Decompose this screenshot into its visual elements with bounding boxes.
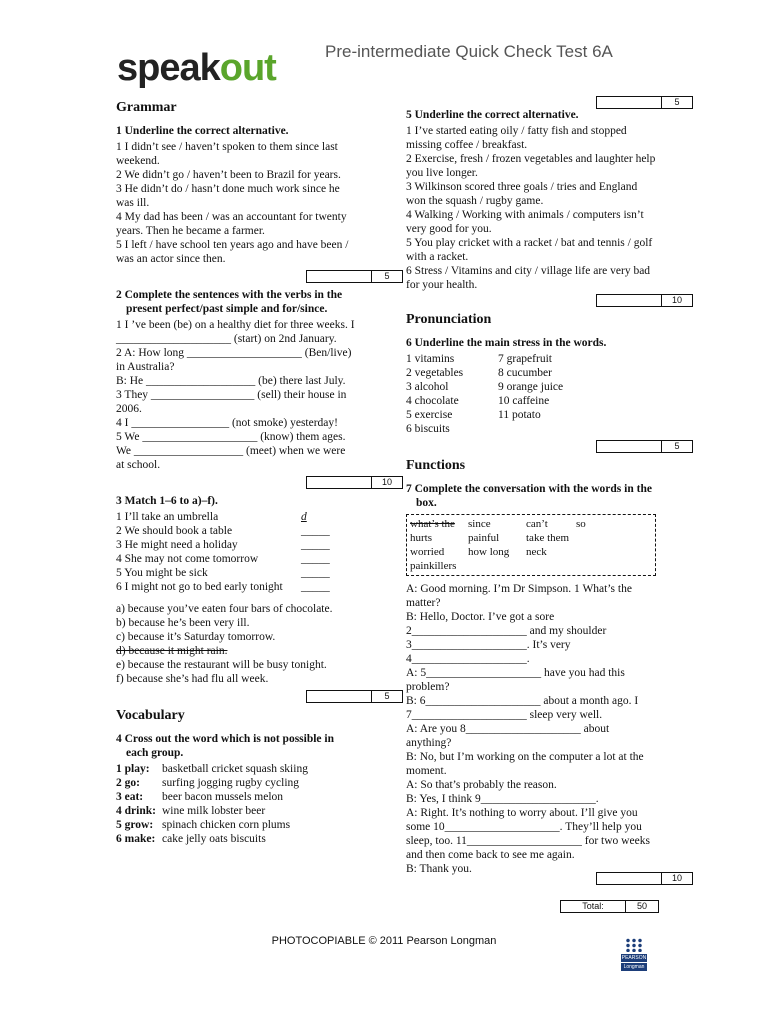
pearson-dots-icon xyxy=(625,938,643,952)
q7-box-word: neck xyxy=(526,546,547,558)
q6-word: 10 caffeine xyxy=(498,395,550,407)
total-label: Total: xyxy=(561,901,626,912)
q5-line: 4 Walking / Working with animals / computers isn’t very good for you. xyxy=(406,209,644,235)
q5-line: 1 I’ve started eating oily / fatty fish and stopped missing coffee / breakfast. xyxy=(406,125,627,151)
q1-line: 2 We didn’t go / haven’t been to Brazil for years. xyxy=(116,169,341,181)
q1-score-box: 5 xyxy=(306,270,403,283)
q2-line: 1 I ’ve been (be) on a healthy diet for three weeks. I ____________________ (start) on 2nd January. xyxy=(116,319,355,345)
q7-dialogue-line: A: Right. It’s nothing to worry about. I’ll give you some 10____________________. They’ll help you sleep, too. 11____________________ for two weeks and then come back to see me again. xyxy=(406,807,650,861)
q7-box-word: take them xyxy=(526,532,570,544)
q4-score-box: 5 xyxy=(596,96,693,109)
q6-word: 7 grapefruit xyxy=(498,353,552,365)
q1-instruction: 1 Underline the correct alternative. xyxy=(116,125,289,137)
q6-word: 4 chocolate xyxy=(406,395,459,407)
q7-dialogue-line: B: No, but I’m working on the computer a lot at the moment. xyxy=(406,751,644,777)
q7-box-word: painful xyxy=(468,532,500,544)
q1-line: 4 My dad has been / was an accountant for twenty years. Then he became a farmer. xyxy=(116,211,347,237)
q7-box-word: so xyxy=(576,518,586,530)
q3-option: e) because the restaurant will be busy tonight. xyxy=(116,659,327,671)
q3-answer: _____ xyxy=(301,567,330,579)
q5-line: 2 Exercise, fresh / frozen vegetables and laughter help you live longer. xyxy=(406,153,656,179)
q2-line: B: He ___________________ (be) there last July. xyxy=(116,375,346,387)
total-score-box xyxy=(560,900,659,913)
speakout-logo xyxy=(117,48,276,88)
q6-word: 3 alcohol xyxy=(406,381,449,393)
q3-item: 3 He might need a holiday xyxy=(116,539,238,551)
q6-score-box: 5 xyxy=(596,440,693,453)
q7-dialogue-line: A: 5____________________ have you had this problem? xyxy=(406,667,625,693)
q3-item: 5 You might be sick xyxy=(116,567,208,579)
q6-words xyxy=(406,352,656,436)
q3-answer: d xyxy=(301,511,307,523)
q4-label: 5 grow: xyxy=(116,819,154,831)
test-title: Pre-intermediate Quick Check Test 6A xyxy=(325,42,613,61)
q6-word: 11 potato xyxy=(498,409,541,421)
q2-score-box: 10 xyxy=(306,476,403,489)
q3-item: 1 I’ll take an umbrella xyxy=(116,511,219,523)
q7-instruction: 7 Complete the conversation with the words in the box. xyxy=(406,483,652,509)
q2-line: 2 A: How long ____________________ (Ben/live) in Australia? xyxy=(116,347,352,373)
q6-word: 9 orange juice xyxy=(498,381,564,393)
q4-label: 3 eat: xyxy=(116,791,144,803)
q4-words: wine milk lobster beer xyxy=(162,805,266,817)
q3-answer: _____ xyxy=(301,553,330,565)
q7-dialogue-line: B: Yes, I think 9____________________. xyxy=(406,793,599,805)
q4-groups xyxy=(116,762,356,846)
q6-word: 2 vegetables xyxy=(406,367,464,379)
q7-word-box xyxy=(406,514,656,576)
total-value: 50 xyxy=(636,901,647,911)
pronunciation-heading: Pronunciation xyxy=(406,312,492,327)
q1-line: 3 He didn’t do / hasn’t done much work since he was ill. xyxy=(116,183,340,209)
q2-line: 4 I _________________ (not smoke) yesterday! xyxy=(116,417,338,429)
q2-line: 5 We ____________________ (know) them ages. We ___________________ (meet) when we were at school. xyxy=(116,431,346,471)
q4-label: 1 play: xyxy=(116,763,150,775)
right-column xyxy=(406,92,682,876)
q4-label: 2 go: xyxy=(116,777,140,789)
q3-items xyxy=(116,510,356,594)
q2-line: 3 They __________________ (sell) their house in 2006. xyxy=(116,389,347,415)
q7-box-word: since xyxy=(468,518,491,530)
q4-words: beer bacon mussels melon xyxy=(162,791,284,803)
q7-box-word: painkillers xyxy=(410,560,457,572)
q3-item: 2 We should book a table xyxy=(116,525,233,537)
q3-answer: _____ xyxy=(301,525,330,537)
q3-option: b) because he’s been very ill. xyxy=(116,617,250,629)
q3-instruction: 3 Match 1–6 to a)–f). xyxy=(116,495,218,507)
q6-word: 1 vitamins xyxy=(406,353,455,365)
vocabulary-heading: Vocabulary xyxy=(116,708,185,723)
q3-option: f) because she’s had flu all week. xyxy=(116,673,269,685)
q3-option: a) because you’ve eaten four bars of chocolate. xyxy=(116,603,333,615)
q7-box-word: how long xyxy=(468,546,510,558)
q6-word: 8 cucumber xyxy=(498,367,552,379)
q4-words: cake jelly oats biscuits xyxy=(162,833,266,845)
logo-part2: out xyxy=(219,47,276,89)
q2-instruction: 2 Complete the sentences with the verbs in the present perfect/past simple and for/since. xyxy=(116,289,343,315)
pearson-brand: PEARSON xyxy=(621,955,647,961)
q7-box-word: can’t xyxy=(526,518,548,530)
q6-instruction: 6 Underline the main stress in the words. xyxy=(406,337,607,349)
q3-answer: _____ xyxy=(301,539,330,551)
left-column xyxy=(116,100,392,846)
q7-dialogue-line: B: 6____________________ about a month ago. I 7____________________ sleep very well. xyxy=(406,695,639,721)
q4-words: spinach chicken corn plums xyxy=(162,819,291,831)
q5-instruction: 5 Underline the correct alternative. xyxy=(406,109,579,121)
q7-box-word xyxy=(576,545,616,559)
q7-score-box: 10 xyxy=(596,872,693,885)
q7-box-word xyxy=(576,531,616,545)
q7-box-word: what’s the xyxy=(410,518,455,530)
q4-words: basketball cricket squash skiing xyxy=(162,763,308,775)
q6-word: 6 biscuits xyxy=(406,423,450,435)
q4-instruction: 4 Cross out the word which is not possible in each group. xyxy=(116,733,335,759)
q5-line: 3 Wilkinson scored three goals / tries and England won the squash / rugby game. xyxy=(406,181,638,207)
q5-line: 5 You play cricket with a racket / bat and tennis / golf with a racket. xyxy=(406,237,653,263)
pearson-logo xyxy=(621,938,647,971)
q6-word: 5 exercise xyxy=(406,409,453,421)
q3-option: d) because it might rain. xyxy=(116,645,228,657)
footer-copyright: PHOTOCOPIABLE © 2011 Pearson Longman xyxy=(271,935,497,947)
logo-part1: speak xyxy=(117,47,220,89)
functions-heading: Functions xyxy=(406,458,466,473)
q7-dialogue-line: B: Hello, Doctor. I’ve got a sore 2____________________ and my shoulder 3____________________. It’s very 4____________________. xyxy=(406,611,607,665)
q7-dialogue-line: A: Good morning. I’m Dr Simpson. 1 What’s the matter? xyxy=(406,583,632,609)
q7-dialogue-line: A: So that’s probably the reason. xyxy=(406,779,557,791)
q1-line: 1 I didn’t see / haven’t spoken to them since last weekend. xyxy=(116,141,338,167)
q7-dialogue-line: B: Thank you. xyxy=(406,863,472,875)
q7-box-word: hurts xyxy=(410,532,432,544)
q3-item: 6 I might not go to bed early tonight xyxy=(116,581,283,593)
q7-dialogue-line: A: Are you 8____________________ about anything? xyxy=(406,723,610,749)
q4-label: 6 make: xyxy=(116,833,156,845)
grammar-heading: Grammar xyxy=(116,100,177,115)
q3-option: c) because it’s Saturday tomorrow. xyxy=(116,631,276,643)
q3-answer: _____ xyxy=(301,581,330,593)
q5-line: 6 Stress / Vitamins and city / village life are very bad for your health. xyxy=(406,265,651,291)
q1-line: 5 I left / have school ten years ago and have been / was an actor since then. xyxy=(116,239,349,265)
q4-label: 4 drink: xyxy=(116,805,156,817)
q7-box-word: worried xyxy=(410,546,445,558)
q4-words: surfing jogging rugby cycling xyxy=(162,777,300,789)
pearson-brand-sub: Longman xyxy=(621,963,647,971)
q3-score-box: 5 xyxy=(306,690,403,703)
q3-item: 4 She may not come tomorrow xyxy=(116,553,259,565)
q5-score-box: 10 xyxy=(596,294,693,307)
